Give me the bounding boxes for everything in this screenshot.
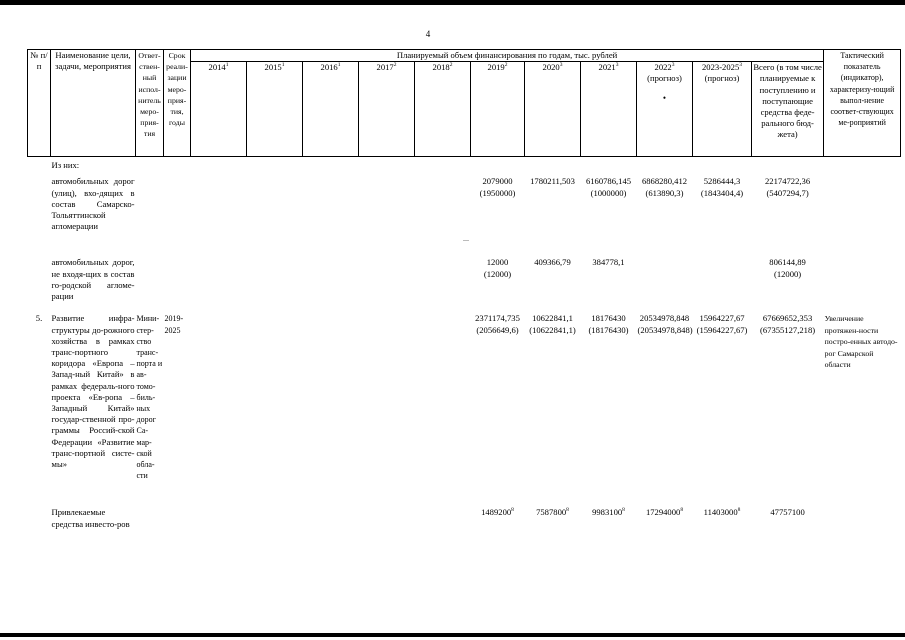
cell-total: 22174722,36 (5407294,7) bbox=[765, 176, 811, 198]
bottom-border-rule bbox=[0, 633, 905, 637]
header-year: 2017$^2$ bbox=[359, 62, 415, 157]
header-year: 2023-2025$^3$ (прогноз) bbox=[693, 62, 752, 157]
cell-value: 7587800$^8$ bbox=[536, 507, 569, 518]
header-year: 2018$^2$ bbox=[415, 62, 471, 157]
header-year: 2016$^1$ bbox=[303, 62, 359, 157]
header-name: Наименование цели, задачи, мероприятия bbox=[51, 50, 136, 157]
cell-total: 806144,89 (12000) bbox=[769, 257, 806, 279]
header-term: Срок реали-зации меро-прия-тия, годы bbox=[164, 50, 191, 157]
header-planned-group: Планируемый объем финансирования по годам, тыс. рублей bbox=[191, 50, 824, 62]
header-year: 2015$^1$ bbox=[247, 62, 303, 157]
mark-dot: • bbox=[662, 92, 667, 103]
cell-value: 20534978,848 (20534978,848) bbox=[637, 313, 693, 335]
header-year: 2019$^2$ bbox=[471, 62, 525, 157]
cell-total: 47757100 bbox=[770, 507, 805, 518]
cell-value: 2079000 (1950000) bbox=[479, 176, 516, 198]
row-name: Развитие инфра-структуры до-рожного хозяйства в рамках транс-портного коридора «Европа – Запад-ный Китай» в рамках федераль-ного проекта «Ев-ропа – Западный Китай» государ-ственной про-граммы Россий-ской Федерации «Развитие транс-портной систе-мы» bbox=[51, 313, 135, 470]
cell-value: 6868280,412 (613890,3) bbox=[641, 176, 688, 198]
header-year: 2014$^1$ bbox=[191, 62, 247, 157]
row-responsible: Мини-стер-ство транс-порта и ав-томо-биль-ных дорог Са-мар-ской обла-сти bbox=[136, 314, 163, 481]
page-number: 4 bbox=[425, 29, 431, 39]
header-year: 2020$^3$ bbox=[525, 62, 581, 157]
top-border-rule bbox=[0, 0, 905, 5]
cell-value: 15964227,67 (15964227,67) bbox=[696, 313, 748, 335]
cell-value: 409366,79 bbox=[534, 257, 571, 268]
table-row bbox=[28, 171, 901, 255]
of-them-label: Из них: bbox=[51, 160, 80, 171]
scan-artifact bbox=[463, 240, 469, 241]
cell-value: 5286444,3 (1843404,4) bbox=[700, 176, 744, 198]
header-no: № п/п bbox=[28, 50, 51, 157]
table-row bbox=[28, 313, 901, 507]
cell-value: 9983100$^8$ bbox=[592, 507, 625, 518]
table-row bbox=[28, 255, 901, 313]
cell-total: 67669652,353 (67355127,218) bbox=[759, 313, 816, 335]
table-row bbox=[28, 507, 901, 529]
cell-value: 1489200$^8$ bbox=[481, 507, 514, 518]
header-responsible: Ответ-ствен-ный испол-нитель меро-прия-тия bbox=[136, 50, 164, 157]
row-term: 2019-2025 bbox=[164, 314, 184, 335]
header-total: Всего (в том числе планируемые к поступлению и поступающие средства феде-рального бюд-жета) bbox=[752, 62, 824, 157]
header-year: 2021$^3$ bbox=[581, 62, 637, 157]
cell-value: 1780211,503 bbox=[530, 176, 575, 187]
row-name: Привлекаемые средства инвесто-ров bbox=[51, 507, 130, 529]
row-indicator: Увеличение протяжен-ности постро-енных автодо-рог Самарской области bbox=[824, 314, 898, 370]
table-row bbox=[28, 157, 901, 172]
cell-value: 17294000$^8$ bbox=[645, 507, 684, 518]
cell-value: 6160786,145 (1000000) bbox=[585, 176, 632, 198]
cell-value: 10622841,1 (10622841,1) bbox=[529, 313, 576, 335]
row-name: автомобильных дорог (улиц), вхо-дящих в состав Самарско-Тольяттинской агломерации bbox=[51, 176, 135, 232]
cell-value: 18176430 (18176430) bbox=[588, 313, 629, 335]
header-year: 2022$^3$ (прогноз) • bbox=[637, 62, 693, 157]
row-number: 5. bbox=[35, 313, 43, 324]
row-name: автомобильных дорог, не входя-щих в состав го-родской агломе-рации bbox=[51, 257, 135, 302]
cell-value: 12000 (12000) bbox=[483, 257, 512, 279]
cell-value: 2371174,735 (2056649,6) bbox=[475, 313, 520, 335]
cell-value: 11403000$^8$ bbox=[703, 507, 741, 518]
financing-table bbox=[27, 49, 901, 530]
header-indicator: Тактический показатель (индикатор), характеризу-ющий выпол-нение соответ-ствующих ме-роприятий bbox=[824, 50, 901, 157]
cell-value: 384778,1 bbox=[592, 257, 625, 268]
